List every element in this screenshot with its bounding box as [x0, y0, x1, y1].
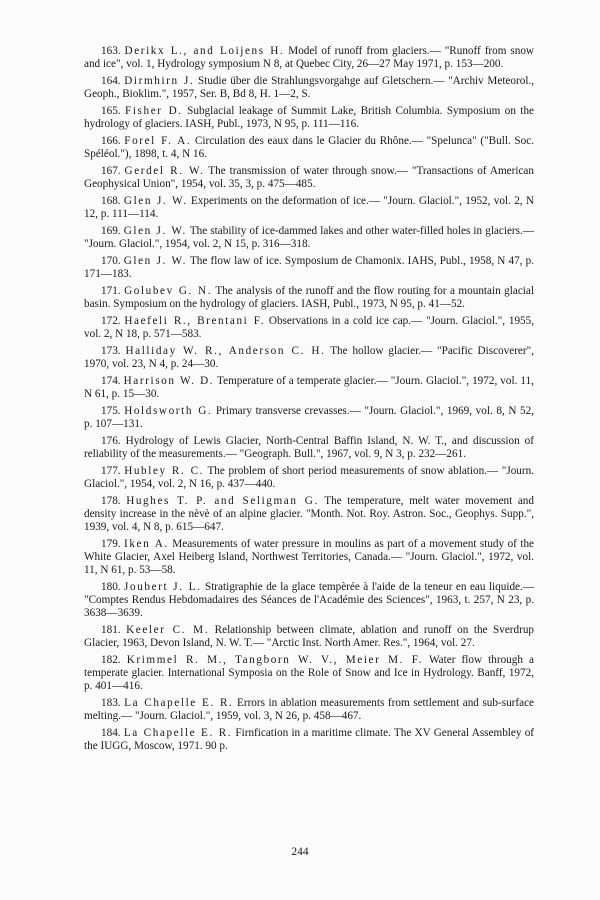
reference-text: The problem of short period measurements of snow ablation.— "Journ. Glaciol.", 1954, vol. 2, N 16, p. 437—440.	[84, 465, 534, 490]
reference-entry	[84, 315, 534, 341]
reference-author: Holdsworth G.	[124, 405, 213, 417]
reference-entry	[84, 255, 534, 281]
reference-number: 169.	[101, 225, 121, 237]
reference-number: 177.	[101, 465, 121, 477]
reference-number: 166.	[101, 135, 121, 147]
reference-number: 173.	[101, 345, 121, 357]
reference-entry	[84, 405, 534, 431]
reference-text: Temperature of a temperate glacier.— "Journ. Glaciol.", 1972, vol. 11, N 61, p. 15—30.	[84, 375, 534, 400]
reference-text: Model of runoff from glaciers.— "Runoff from snow and ice", vol. 1, Hydrology symposium N 8, at Quebec City, 26—27 May 1971, p. 153—200.	[84, 45, 535, 70]
reference-number: 175.	[101, 405, 121, 417]
reference-author: Iken A.	[124, 538, 169, 550]
reference-entry	[84, 45, 534, 71]
reference-author: Haefeli R., Brentani F.	[124, 315, 266, 327]
reference-number: 174.	[101, 375, 121, 387]
reference-entry	[84, 285, 534, 311]
reference-author: Derikx L., and Loijens H.	[124, 45, 285, 57]
reference-text: Water flow through a temperate glacier. International Symposia on the Role of Snow and Ice in Hydrology. Banff, 1972, p. 401—416.	[84, 654, 535, 692]
reference-author: Glen J. W.	[123, 195, 188, 207]
reference-text: The temperature, melt water movement and density increase in the nèvè of an alpine glacier. "Month. Not. Roy. Astron. Soc., Geophys. Supp.", 1939, vol. 4, N 8, p. 615—647.	[84, 495, 534, 533]
reference-author: Glen J. W.	[123, 225, 187, 237]
reference-entry	[84, 165, 534, 191]
reference-author: Joubert J. L.	[124, 581, 202, 593]
reference-number: 172.	[101, 315, 121, 327]
reference-author: Golubev G. N.	[124, 285, 213, 297]
reference-entry	[84, 624, 534, 650]
reference-number: 163.	[101, 45, 121, 57]
reference-number: 170.	[101, 255, 121, 267]
reference-entry	[84, 495, 534, 534]
reference-text: Studie über die Strahlungsvorgahge auf Gletschern.— "Archiv Meteorol., Geoph., Bioklim.", 1957, Ser. B, Bd 8, H. 1—2, S.	[84, 75, 535, 100]
reference-author: Hughes T. P. and Seligman G.	[126, 495, 319, 507]
reference-entry	[84, 654, 534, 693]
reference-number: 171.	[101, 285, 121, 297]
reference-author: Glen J. W.	[123, 255, 188, 267]
reference-entry	[84, 727, 534, 753]
reference-author: Fisher D.	[125, 105, 183, 117]
reference-author: Krimmel R. M., Tangborn W. V., Meier M. F.	[126, 654, 424, 666]
reference-text: Primary transverse crevasses.— "Journ. Glaciol.", 1969, vol. 8, N 52, p. 107—131.	[84, 405, 535, 430]
reference-entry	[84, 697, 534, 723]
reference-author: Harrison W. D.	[123, 375, 215, 387]
reference-entry	[84, 375, 534, 401]
reference-text: Hydrology of Lewis Glacier, North-Central Baffin Island, N. W. T., and discussion of reliability of the measurements.— "Geograph. Bull.", 1967, vol. 9, N 3, p. 232—261.	[84, 435, 534, 460]
reference-entry	[84, 225, 534, 251]
reference-author: Dirmhirn J.	[124, 75, 195, 87]
reference-entry	[84, 538, 534, 577]
reference-entry	[84, 105, 534, 131]
reference-text: Stratigraphie de la glace tempèrée à l'aide de la teneur en eau liquide.— "Comptes Rendus Hebdomadaires des Séances de l'Académie des Sciences", 1963, t. 257, N 23, p. 3638—3639.	[84, 581, 535, 619]
reference-entry	[84, 345, 534, 371]
reference-number: 184.	[101, 727, 121, 739]
reference-number: 176.	[101, 435, 121, 447]
reference-text: The analysis of the runoff and the flow routing for a mountain glacial basin. Symposium on the hydrology of glaciers. IASH, Publ., 1973, N 95, p. 41—52.	[84, 285, 534, 310]
reference-number: 181.	[101, 624, 121, 636]
reference-text: Observations in a cold ice cap.— "Journ. Glaciol.", 1955, vol. 2, N 18, p. 571—583.	[84, 315, 535, 340]
reference-text: Relationship between climate, ablation and runoff on the Sverdrup Glacier, 1963, Devon Island, N. W. T.— "Arctic Inst. North Amer. Res.", 1964, vol. 27.	[84, 624, 535, 649]
reference-text: Errors in ablation measurements from settlement and sub-surface melting.— "Journ. Glaciol.", 1959, vol. 3, N 26, p. 458—467.	[84, 697, 535, 722]
reference-number: 164.	[101, 75, 121, 87]
reference-entry	[84, 435, 534, 461]
reference-text: Subglacial leakage of Summit Lake, British Columbia. Symposium on the hydrology of glaciers. IASH, Publ., 1973, N 95, p. 111—116.	[84, 105, 535, 130]
reference-number: 183.	[101, 697, 121, 709]
reference-text: Measurements of water pressure in moulins as part of a movement study of the White Glacier, Axel Heiberg Island, Northwest Territories, Canada.— "Journ. Glaciol.", 1972, vol. 11, N 61, p. 53—58.	[84, 538, 535, 576]
reference-author: Gerdel R. W.	[124, 165, 205, 177]
reference-text: The flow law of ice. Symposium de Chamonix. IAHS, Publ., 1958, N 47, p. 171—183.	[84, 255, 534, 280]
reference-text: The transmission of water through snow.— "Transactions of American Geophysical Union", 1954, vol. 35, 3, p. 475—485.	[84, 165, 534, 190]
page-number: 244	[291, 846, 309, 858]
reference-author: Halliday W. R., Anderson C. H.	[125, 345, 326, 357]
reference-text: The stability of ice-dammed lakes and other water-filled holes in glaciers.— "Journ. Glaciol.", 1954, vol. 2, N 15, p. 316—318.	[84, 225, 535, 250]
reference-number: 180.	[101, 581, 121, 593]
reference-number: 182.	[101, 654, 121, 666]
reference-text: Firnfication in a maritime climate. The XV General Assembley of the IUGG, Moscow, 1971. 90 p.	[84, 727, 535, 752]
reference-number: 178.	[101, 495, 121, 507]
reference-number: 165.	[101, 105, 121, 117]
reference-entry	[84, 465, 534, 491]
reference-text: Experiments on the deformation of ice.— "Journ. Glaciol.", 1952, vol. 2, N 12, p. 111—114.	[84, 195, 534, 220]
reference-author: La Chapelle E. R.	[124, 697, 234, 709]
reference-text: The hollow glacier.— "Pacific Discoverer", 1970, vol. 23, N 4, p. 24—30.	[84, 345, 534, 370]
reference-author: La Chapelle E. R.	[123, 727, 233, 739]
reference-author: Keeler C. M.	[126, 624, 210, 636]
reference-list	[84, 45, 534, 757]
reference-author: Hubley R. C.	[124, 465, 205, 477]
reference-entry	[84, 581, 534, 620]
reference-text: Circulation des eaux dans le Glacier du Rhône.— "Spelunca" ("Bull. Soc. Spéléol."), 1898, t. 4, N 16.	[84, 135, 535, 160]
reference-author: Forel F. A.	[124, 135, 192, 147]
reference-entry	[84, 135, 534, 161]
reference-entry	[84, 195, 534, 221]
reference-number: 168.	[101, 195, 121, 207]
reference-number: 179.	[101, 538, 121, 550]
reference-number: 167.	[101, 165, 121, 177]
reference-entry	[84, 75, 534, 101]
